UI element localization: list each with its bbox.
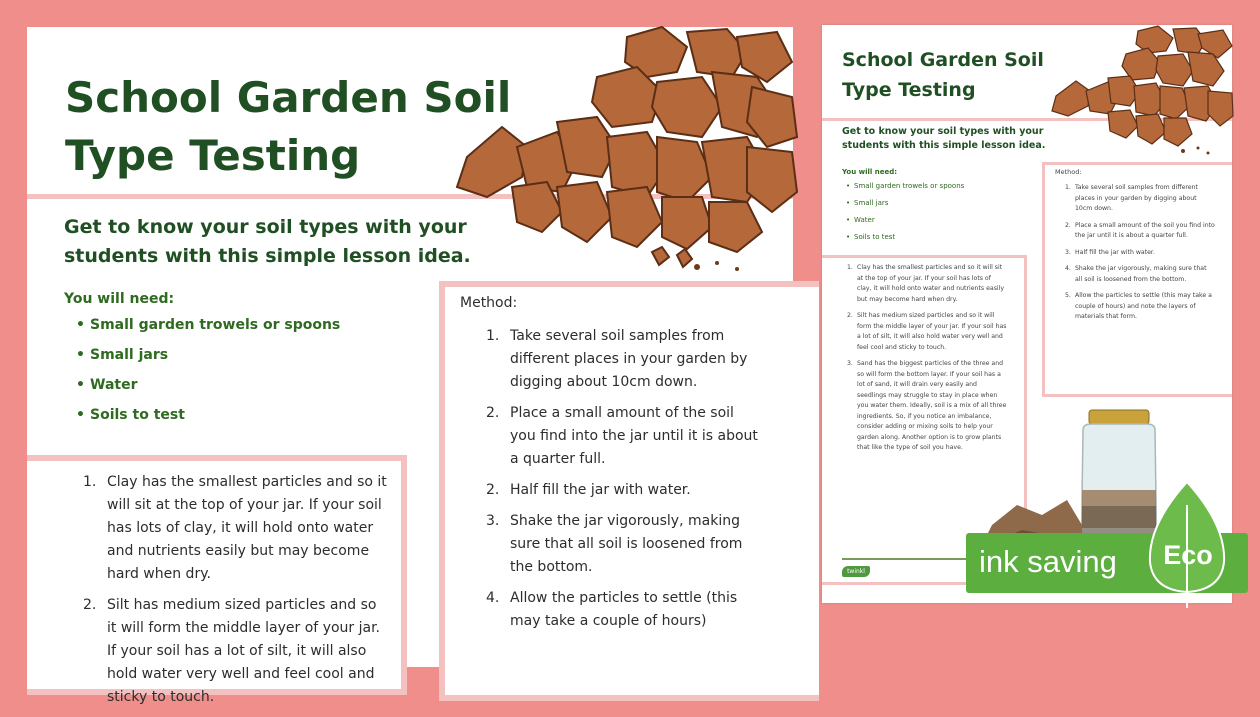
list-item: 5. Allow the particles to settle (this may take a couple of hours) and note the layers of materials that form. [1065,292,1212,320]
list-item: • Small garden trowels or spoons [76,317,341,333]
ink-saving-label: ink saving [979,544,1117,579]
list-item: 1. Clay has the smallest particles and so it will sit at the top of your jar. If your soil has lots of clay, it will hold onto water and nutrients easily but may become hard when dry. [847,264,1005,303]
method-heading: Method: [1055,168,1082,176]
list-item: 3. Sand has the biggest particles of the three and so will form the bottom layer. If your soil has a lot of sand, it will drain very easily and seedlings may struggle to stay in place when you water them. Ideally, soil is a mix of all three ingredients. So, if you notice an imbalance, consider adding or mixing soils to help your garden along. Another option is to grow plants that like the type of soil you have. [847,360,1007,451]
you-will-need-heading: You will need: [64,291,175,307]
soil-types-box [27,455,407,705]
list-item: • Small jars [846,199,889,207]
list-item: 2. Place a small amount of the soil you find into the jar until it is about a quarter full. [1065,221,1215,239]
list-item: • Small garden trowels or spoons [846,182,965,190]
bullet-icon: • [76,317,85,333]
list-item: 2. Place a small amount of the soil you find into the jar until it is about a quarter full. [486,405,758,467]
list-item: • Soils to test [76,407,185,423]
list-item: 2. Silt has medium sized particles and so it will form the middle layer of your jar. If your soil has a lot of silt, it will also hold water very well and feel cool and sticky to touch. [83,597,381,705]
list-item: 1. Take several soil samples from different places in your garden by digging about 10cm down. [1065,184,1198,212]
bullet-icon: • [76,407,85,423]
page-title: School Garden Soil Type Testing [65,73,512,180]
list-item: • Small jars [76,347,169,363]
soil-clumps-illustration [1048,26,1233,156]
eco-label: Eco [1163,540,1213,570]
you-will-need-section [64,291,424,437]
bullet-icon: • [76,347,85,363]
bullet-icon: • [76,377,85,393]
soil-clumps-illustration [447,27,797,277]
you-will-need-section [842,168,1022,250]
method-box [439,281,819,701]
page-title: School Garden Soil Type Testing [842,49,1044,101]
list-item: • Soils to test [846,233,896,241]
list-item: • Water [846,216,875,224]
list-item: 3. Half fill the jar with water. [1065,248,1155,256]
list-item: 1. Clay has the smallest particles and so it will sit at the top of your jar. If your soil has lots of clay, it will hold onto water and nutrients easily but may become hard when dry. [83,474,387,582]
list-item: 2. Half fill the jar with water. [486,482,691,498]
list-item: 2. Silt has medium sized particles and so it will form the middle layer of your jar. If your soil has a lot of silt, it will also hold water very well and feel cool and sticky to touch. [847,312,1007,351]
list-item: 3. Shake the jar vigorously, making sure that all soil is loosened from the bottom. [486,513,743,575]
list-item: 4. Allow the particles to settle (this may take a couple of hours) [486,590,738,629]
intro-text: Get to know your soil types with your students with this simple lesson idea. [64,216,471,267]
intro-text: Get to know your soil types with your students with this simple lesson idea. [842,126,1046,151]
method-box [1042,162,1232,397]
list-item: 4. Shake the jar vigorously, making sure that all soil is loosened from the bottom. [1065,265,1207,283]
list-item: 1. Take several soil samples from different places in your garden by digging about 10cm down. [486,328,748,390]
method-heading: Method: [460,295,518,311]
twinkl-logo-icon: twinkl [842,566,870,577]
list-item: • Water [76,377,138,393]
you-will-need-heading: You will need: [842,168,898,176]
